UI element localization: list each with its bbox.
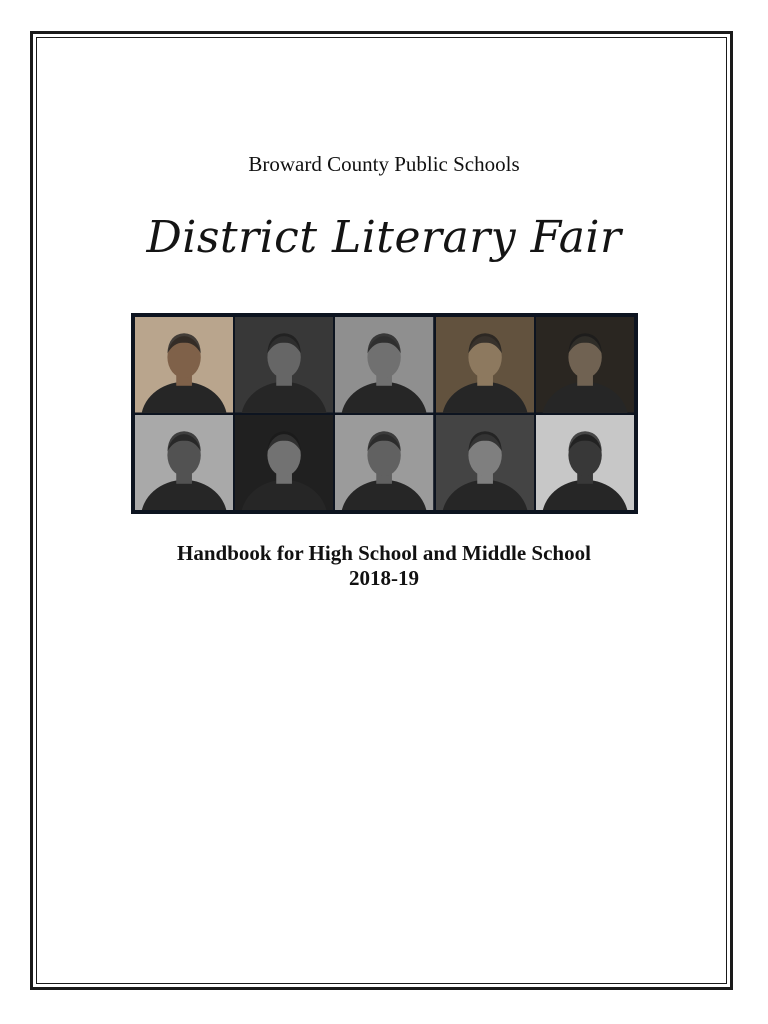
portrait-3 (335, 317, 433, 413)
portrait-6 (135, 415, 233, 511)
document-year: 2018-19 (349, 566, 419, 590)
author-portrait-collage (131, 313, 638, 514)
portrait-9 (436, 415, 534, 511)
portrait-5 (536, 317, 634, 413)
portrait-1 (135, 317, 233, 413)
portrait-2 (235, 317, 333, 413)
portrait-7 (235, 415, 333, 511)
document-title: District Literary Fair (146, 212, 622, 263)
organization-name: Broward County Public Schools (248, 152, 520, 176)
portrait-4 (436, 317, 534, 413)
portrait-8 (335, 415, 433, 511)
portrait-10 (536, 415, 634, 511)
document-subtitle: Handbook for High School and Middle School (177, 541, 591, 565)
